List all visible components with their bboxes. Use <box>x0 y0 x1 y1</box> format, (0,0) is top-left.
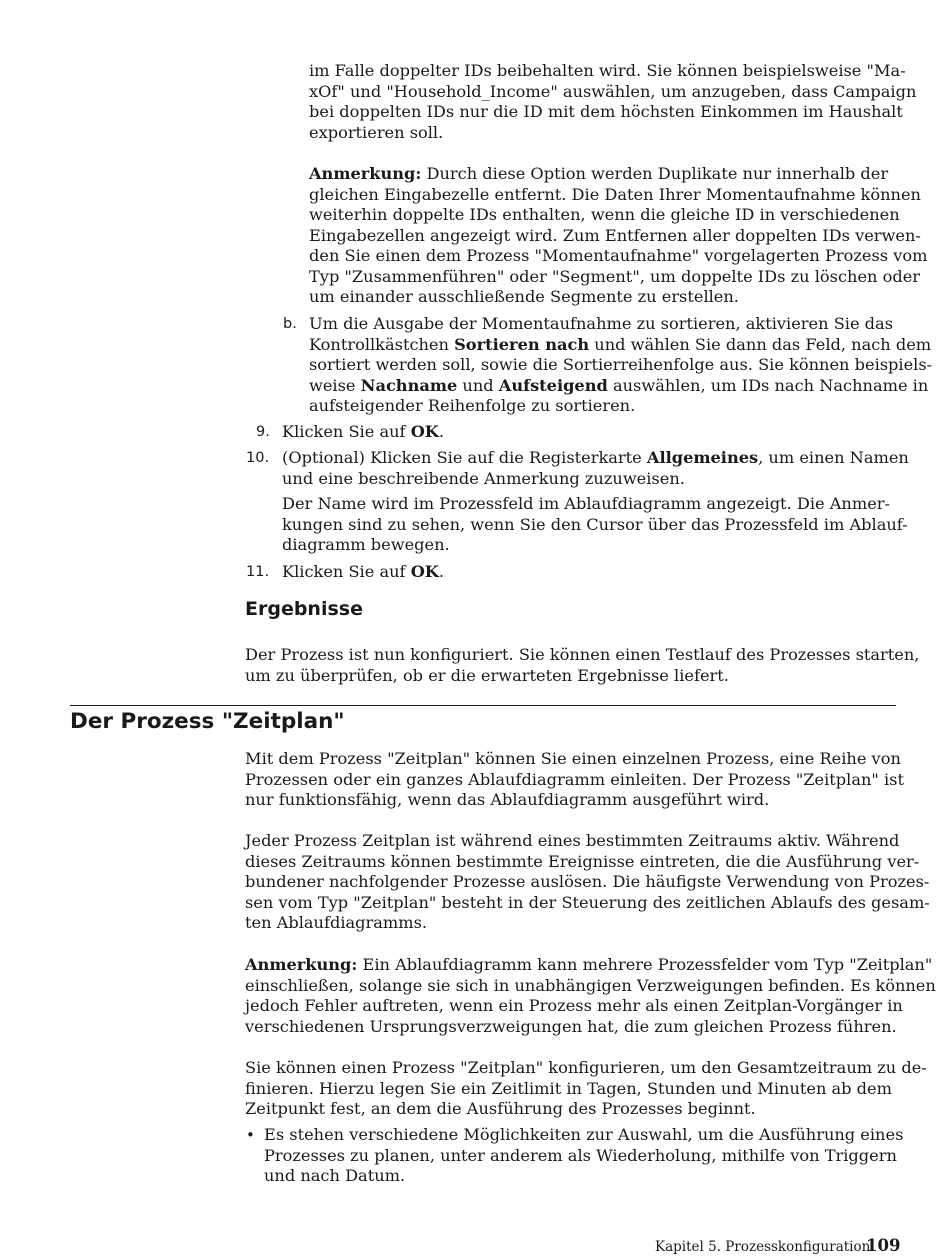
ui-term: Aufsteigend <box>498 375 608 395</box>
text-run: Klicken Sie auf <box>282 562 411 581</box>
text-run: und wählen Sie dann das Feld, nach dem <box>589 334 932 354</box>
text-run: (Optional) Klicken Sie auf die Registerkarte <box>282 448 647 467</box>
text-line: sen vom Typ "Zeitplan" besteht in der Steuerung des zeitlichen Ablaufs des gesam- <box>245 892 930 912</box>
section-divider <box>70 705 896 706</box>
ui-term: Allgemeines <box>646 448 759 467</box>
section-heading: Der Prozess "Zeitplan" <box>70 709 345 734</box>
step-10-subparagraph <box>282 494 908 556</box>
text-line <box>309 376 932 397</box>
continued-paragraph <box>309 61 916 143</box>
note-text: Durch diese Option werden Duplikate nur innerhalb der <box>426 164 889 183</box>
text-line: gleichen Eingabezelle entfernt. Die Daten Ihrer Momentaufnahme können <box>309 184 921 204</box>
text-line: diagramm bewegen. <box>282 535 450 554</box>
text-line: jedoch Fehler auftreten, wenn ein Prozess mehr als einen Zeitplan-Vorgänger in <box>245 996 903 1015</box>
text-line: finieren. Hierzu legen Sie ein Zeitlimit in Tagen, Stunden und Minuten ab dem <box>245 1078 892 1098</box>
bullet-paragraph <box>264 1125 903 1187</box>
section-paragraph-1 <box>245 749 904 811</box>
text-line: und eine beschreibende Anmerkung zuzuweisen. <box>282 468 685 488</box>
text-run: . <box>438 562 445 581</box>
list-marker-b: b. <box>283 316 297 332</box>
text-line: Typ "Zusammenführen" oder "Segment", um doppelte IDs zu löschen oder <box>309 266 921 286</box>
list-marker-10: 10. <box>246 450 270 466</box>
step-9-paragraph <box>282 422 444 443</box>
list-marker-11: 11. <box>246 564 270 580</box>
note-text: Ein Ablaufdiagramm kann mehrere Prozessfelder vom Typ "Zeitplan" <box>362 955 933 974</box>
text-line <box>309 335 932 356</box>
text-line: sortiert werden soll, sowie die Sortierreihenfolge aus. Sie können beispiels- <box>309 355 933 374</box>
step-11-paragraph <box>282 562 444 583</box>
text-line: im Falle doppelter IDs beibehalten wird. Sie können beispielsweise "Ma- <box>309 61 906 80</box>
section-paragraph-3 <box>245 1058 927 1120</box>
bullet-marker: • <box>246 1126 255 1144</box>
text-line: verschiedenen Ursprungsverzweigungen hat, die zum gleichen Prozess führen. <box>245 1016 897 1036</box>
text-line: Prozesses zu planen, unter anderem als Wiederholung, mithilfe von Triggern <box>264 1145 897 1165</box>
text-line <box>282 562 444 583</box>
ui-term: Sortieren nach <box>454 334 590 354</box>
text-line: Der Name wird im Prozessfeld im Ablaufdiagramm angezeigt. Die Anmer- <box>282 494 890 513</box>
section-paragraph-2 <box>245 831 930 934</box>
list-marker-9: 9. <box>256 424 270 440</box>
text-line: Sie können einen Prozess "Zeitplan" konfigurieren, um den Gesamtzeitraum zu de- <box>245 1058 927 1077</box>
text-line: bei doppelten IDs nur die ID mit dem höchsten Einkommen im Haushalt <box>309 102 903 121</box>
text-line: Es stehen verschiedene Möglichkeiten zur Auswahl, um die Ausführung eines <box>264 1125 904 1144</box>
text-line: um einander ausschließende Segmente zu erstellen. <box>309 287 739 306</box>
text-run: . <box>438 422 445 441</box>
ui-term: Nachname <box>360 375 458 395</box>
step-b-paragraph <box>309 314 932 417</box>
text-line: einschließen, solange sie sich in unabhängigen Verzweigungen befinden. Es können <box>245 975 936 995</box>
text-line: exportieren soll. <box>309 122 444 142</box>
text-line <box>282 422 444 443</box>
text-line: Prozessen oder ein ganzes Ablaufdiagramm einleiten. Der Prozess "Zeitplan" ist <box>245 769 904 789</box>
step-10-paragraph <box>282 448 909 489</box>
text-line: nur funktionsfähig, wenn das Ablaufdiagramm ausgeführt wird. <box>245 790 770 809</box>
text-line <box>245 955 936 976</box>
ui-term: OK <box>410 562 439 581</box>
footer-chapter: Kapitel 5. Prozesskonfiguration <box>655 1239 871 1255</box>
text-run: und <box>457 375 499 395</box>
text-line <box>309 164 927 185</box>
text-line: und nach Datum. <box>264 1166 406 1185</box>
text-run: Kontrollkästchen <box>309 334 455 354</box>
results-paragraph <box>245 645 919 686</box>
ui-term: OK <box>410 422 439 441</box>
text-line: um zu überprüfen, ob er die erwarteten Ergebnisse liefert. <box>245 665 729 685</box>
text-run: Klicken Sie auf <box>282 422 411 441</box>
text-line: Um die Ausgabe der Momentaufnahme zu sortieren, aktivieren Sie das <box>309 314 894 333</box>
text-line: kungen sind zu sehen, wenn Sie den Cursor über das Prozessfeld im Ablauf- <box>282 514 908 534</box>
text-line: Der Prozess ist nun konfiguriert. Sie können einen Testlauf des Prozesses starten, <box>245 645 920 664</box>
text-line: weiterhin doppelte IDs enthalten, wenn die gleiche ID in verschiedenen <box>309 205 900 224</box>
text-line: aufsteigender Reihenfolge zu sortieren. <box>309 396 636 415</box>
text-line: Eingabezellen angezeigt wird. Zum Entfernen aller doppelten IDs verwen- <box>309 225 921 245</box>
text-run: auswählen, um IDs nach Nachname in <box>607 375 929 395</box>
text-run: , um einen Namen <box>758 448 909 467</box>
note-label: Anmerkung: <box>245 955 358 974</box>
results-heading: Ergebnisse <box>245 598 363 620</box>
text-line: Mit dem Prozess "Zeitplan" können Sie einen einzelnen Prozess, eine Reihe von <box>245 749 901 768</box>
text-line <box>282 448 909 469</box>
text-line: den Sie einen dem Prozess "Momentaufnahme" vorgelagerten Prozess vom <box>309 246 928 265</box>
text-line: dieses Zeitraums können bestimmte Ereignisse eintreten, die die Ausführung ver- <box>245 851 920 871</box>
section-note-paragraph <box>245 955 936 1037</box>
text-line: Zeitpunkt fest, an dem die Ausführung des Prozesses beginnt. <box>245 1099 756 1118</box>
page-number: 109 <box>866 1236 901 1255</box>
text-run: weise <box>309 375 361 395</box>
note-label: Anmerkung: <box>309 164 422 183</box>
note-paragraph <box>309 164 927 308</box>
text-line: bundener nachfolgender Prozesse auslösen. Die häufigste Verwendung von Prozes- <box>245 872 930 891</box>
text-line: Jeder Prozess Zeitplan ist während eines bestimmten Zeitraums aktiv. Während <box>245 831 900 850</box>
text-line: xOf" und "Household_Income" auswählen, um anzugeben, dass Campaign <box>309 81 917 101</box>
text-line: ten Ablaufdiagramms. <box>245 913 428 932</box>
